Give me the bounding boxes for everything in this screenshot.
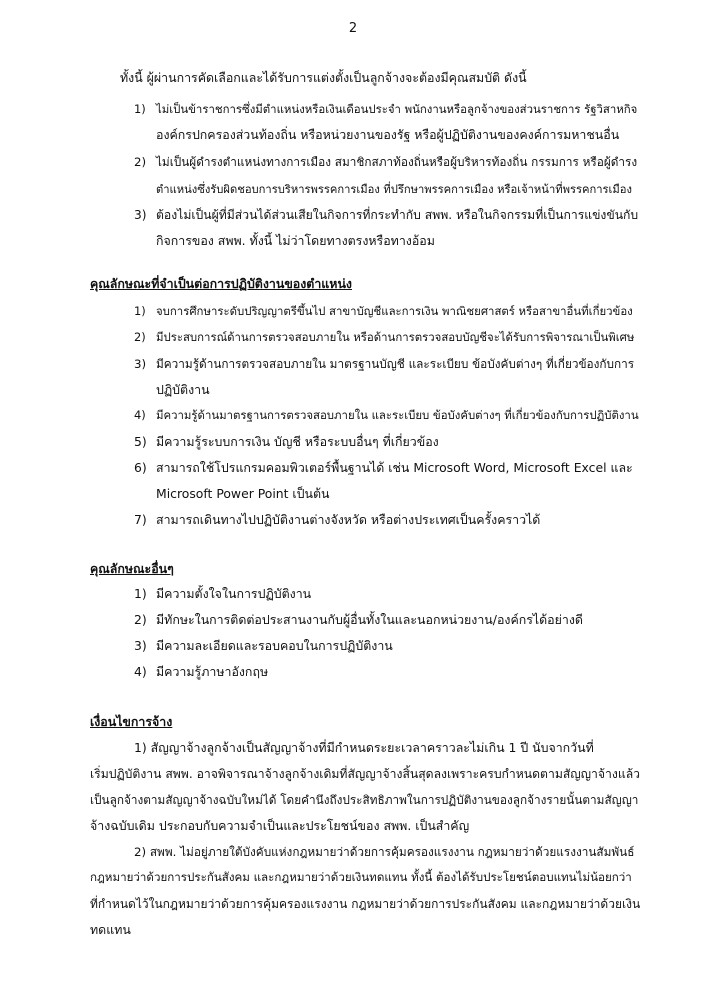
condition-paragraph-2-line-3: ที่กำหนดไว้ในกฎหมายว่าด้วยการคุ้มครองแรงงาน กฎหมายว่าด้วยการประกันสังคม และกฎหมายว่าด้วยเงิน bbox=[90, 897, 641, 911]
item-text: มีความตั้งใจในการปฏิบัติงาน bbox=[156, 586, 312, 601]
item-number: 4) bbox=[134, 408, 146, 422]
qualification-number: 1) bbox=[134, 102, 146, 116]
item-number: 3) bbox=[134, 357, 147, 371]
item-text: จบการศึกษาระดับปริญญาตรีขึ้นไป สาขาบัญชีและการเงิน พาณิชยศาสตร์ หรือสาขาอื่นที่เกี่ยวข้อง bbox=[156, 304, 633, 318]
item-text: มีความรู้ภาษาอังกฤษ bbox=[156, 664, 269, 679]
item-number: 1) bbox=[134, 586, 147, 601]
item-text: มีประสบการณ์ด้านการตรวจสอบภายใน หรือด้านการตรวจสอบบัญชีจะได้รับการพิจารณาเป็นพิเศษ bbox=[156, 330, 635, 344]
section-heading-required-qualities: คุณลักษณะที่จำเป็นต่อการปฏิบัติงานของตำแหน่ง bbox=[90, 276, 352, 291]
condition-paragraph-2-line-4: ทดแทน bbox=[90, 922, 131, 937]
other-item-2 bbox=[134, 611, 583, 630]
page-number: 2 bbox=[348, 21, 358, 36]
section-heading-employment-conditions: เงื่อนไขการจ้าง bbox=[90, 714, 173, 729]
intro-text: ทั้งนี้ ผู้ผ่านการคัดเลือกและได้รับการแต่งตั้งเป็นลูกจ้างจะต้องมีคุณสมบัติ ดังนี้ bbox=[120, 70, 527, 85]
item-number: 5) bbox=[134, 434, 147, 449]
section-heading-other-qualities: คุณลักษณะอื่นๆ bbox=[90, 561, 174, 576]
condition-paragraph-1-line-1: 1) สัญญาจ้างลูกจ้างเป็นสัญญาจ้างที่มีกำหนดระยะเวลาคราวละไม่เกิน 1 ปี นับจากวันที่ bbox=[134, 740, 594, 755]
qualification-text: ไม่เป็นข้าราชการซึ่งมีตำแหน่งหรือเงินเดือนประจำ พนักงานหรือลูกจ้างของส่วนราชการ รัฐวิสาหกิจ bbox=[156, 102, 638, 116]
required-item-3 bbox=[134, 355, 634, 374]
required-item-1 bbox=[134, 303, 633, 321]
condition-paragraph-1-line-4: จ้างฉบับเดิม ประกอบกับความจำเป็นและประโยชน์ของ สพพ. เป็นสำคัญ bbox=[90, 818, 470, 833]
qualification-item-2 bbox=[134, 153, 637, 172]
qualification-continuation: องค์กรปกครองส่วนท้องถิ่น หรือหน่วยงานของรัฐ หรือผู้ปฏิบัติงานของคงค์การมหาชนอื่น bbox=[156, 127, 620, 142]
required-item-6 bbox=[134, 459, 633, 478]
item-number: 6) bbox=[134, 460, 147, 475]
qualification-item-3 bbox=[134, 206, 638, 225]
item-text: มีความรู้ด้านมาตรฐานการตรวจสอบภายใน และระเบียบ ข้อบังคับต่างๆ ที่เกี่ยวข้องกับการปฏิบัติงาน bbox=[156, 408, 639, 422]
item-text: สามารถใช้โปรแกรมคอมพิวเตอร์พื้นฐานได้ เช่น Microsoft Word, Microsoft Excel และ bbox=[156, 460, 633, 475]
item-text: มีความรู้ด้านการตรวจสอบภายใน มาตรฐานบัญชี และระเบียบ ข้อบังคับต่างๆ ที่เกี่ยวข้องกับการ bbox=[156, 357, 635, 371]
item-text: มีความรู้ระบบการเงิน บัญชี หรือระบบอื่นๆ ที่เกี่ยวข้อง bbox=[156, 434, 439, 449]
condition-paragraph-2-line-1: 2) สพพ. ไม่อยู่ภายใต้บังคับแห่งกฎหมายว่าด้วยการคุ้มครองแรงงาน กฎหมายว่าด้วยแรงงานสัมพันธ์ bbox=[134, 845, 635, 859]
required-item-5 bbox=[134, 433, 439, 452]
item-number: 7) bbox=[134, 512, 147, 527]
qualification-continuation: กิจการของ สพพ. ทั้งนี้ ไม่ว่าโดยทางตรงหรือทางอ้อม bbox=[156, 233, 435, 248]
item-number: 4) bbox=[134, 664, 147, 679]
condition-paragraph-1-line-3: เป็นลูกจ้างตามสัญญาจ้างฉบับใหม่ได้ โดยคำนึงถึงประสิทธิภาพในการปฏิบัติงานของลูกจ้างรายนั้นตามสัญญา bbox=[90, 793, 639, 807]
qualification-text: ไม่เป็นผู้ดำรงตำแหน่งทางการเมือง สมาชิกสภาท้องถิ่นหรือผู้บริหารท้องถิ่น กรรมการ หรือผู้ดำรง bbox=[156, 155, 638, 169]
other-item-3 bbox=[134, 637, 393, 656]
item-number: 2) bbox=[134, 612, 147, 627]
other-item-1 bbox=[134, 585, 311, 604]
required-item-4 bbox=[134, 407, 639, 425]
item-text: มีความละเอียดและรอบคอบในการปฏิบัติงาน bbox=[156, 638, 393, 653]
condition-paragraph-2-line-2: กฎหมายว่าด้วยการประกันสังคม และกฎหมายว่าด้วยเงินทดแทน ทั้งนี้ ต้องได้รับประโยชน์ตอบแทนไม่น้อยกว่า bbox=[90, 870, 632, 884]
item-number: 2) bbox=[134, 330, 146, 344]
other-item-4 bbox=[134, 663, 268, 682]
item-text: มีทักษะในการติดต่อประสานงานกับผู้อื่นทั้งในและนอกหน่วยงาน/องค์กรได้อย่างดี bbox=[156, 612, 583, 627]
qualification-number: 2) bbox=[134, 155, 147, 169]
qualification-item-1 bbox=[134, 101, 637, 119]
item-text: สามารถเดินทางไปปฏิบัติงานต่างจังหวัด หรือต่างประเทศเป็นครั้งคราวได้ bbox=[156, 512, 541, 527]
required-item-2 bbox=[134, 329, 634, 347]
qualification-continuation: ตำแหน่งซึ่งรับผิดชอบการบริหารพรรคการเมือง ที่ปรึกษาพรรคการเมือง หรือเจ้าหน้าที่พรรคการเมือง bbox=[156, 183, 632, 196]
required-item-7 bbox=[134, 511, 540, 530]
item-number: 3) bbox=[134, 638, 147, 653]
item-number: 1) bbox=[134, 304, 146, 318]
condition-paragraph-1-line-2: เริ่มปฏิบัติงาน สพพ. อาจพิจารณาจ้างลูกจ้างเดิมที่สัญญาจ้างสิ้นสุดลงเพราะครบกำหนดตามสัญญาจ้างแล้ว bbox=[90, 767, 641, 781]
item-continuation: ปฏิบัติงาน bbox=[156, 382, 210, 397]
qualification-text: ต้องไม่เป็นผู้ที่มีส่วนได้ส่วนเสียในกิจการที่กระทำกับ สพพ. หรือในกิจกรรมที่เป็นการแข่งขันกับ bbox=[156, 208, 639, 222]
item-continuation: Microsoft Power Point เป็นต้น bbox=[156, 486, 330, 501]
qualification-number: 3) bbox=[134, 208, 147, 222]
